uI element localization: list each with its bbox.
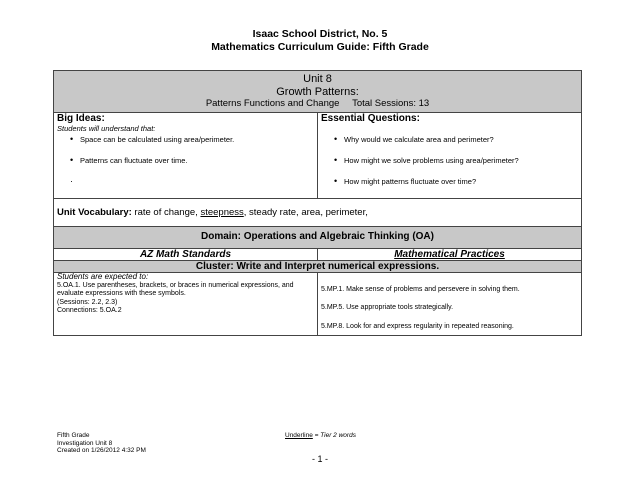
- guide-title: Mathematics Curriculum Guide: Fifth Grade: [211, 41, 429, 53]
- vocabulary-underlined-word: steepness: [200, 207, 244, 218]
- footer-unit: Investigation Unit 8: [57, 439, 113, 447]
- curriculum-table: [53, 70, 582, 336]
- standards-column-header: AZ Math Standards: [54, 249, 318, 260]
- big-idea-item: • Space can be calculated using area/perimeter.: [54, 135, 317, 144]
- practices-column-header: [318, 249, 581, 260]
- essential-question-item: • How might we solve problems using area/perimeter?: [318, 156, 581, 165]
- essential-questions-title: Essential Questions:: [321, 113, 420, 124]
- vocabulary-label: Unit Vocabulary:: [57, 207, 132, 218]
- essential-question-item: • How might patterns fluctuate over time?: [318, 177, 581, 186]
- practice-item: 5.MP.5. Use appropriate tools strategically.: [321, 304, 454, 311]
- practices-cell: [318, 273, 581, 335]
- essential-questions-cell: [318, 113, 581, 198]
- big-idea-item: • Patterns can fluctuate over time.: [54, 156, 317, 165]
- ideas-questions-row: [54, 113, 581, 199]
- footer-legend: [285, 432, 356, 440]
- practice-item: 5.MP.8. Look for and express regularity in repeated reasoning.: [321, 323, 514, 330]
- standards-row: [54, 273, 581, 335]
- unit-title: Growth Patterns:: [276, 85, 359, 98]
- standards-intro: Students are expected to:: [57, 272, 149, 281]
- vocabulary-after: , steady rate, area, perimeter,: [243, 207, 368, 218]
- standard-sessions: (Sessions: 2.2, 2.3): [57, 298, 118, 306]
- footer-grade: Fifth Grade: [57, 432, 90, 439]
- practices-column-header-text: Mathematical Practices: [394, 249, 505, 260]
- district-name: Isaac School District, No. 5: [252, 28, 388, 40]
- total-sessions: Total Sessions: 13: [352, 98, 430, 109]
- standards-cell: [54, 273, 318, 335]
- unit-header: [54, 71, 581, 113]
- page-number: - 1 -: [311, 454, 328, 464]
- standard-connections: Connections: 5.OA.2: [57, 307, 122, 314]
- vocabulary-before: rate of change,: [131, 207, 201, 218]
- unit-subtitle: Patterns Functions and Change: [205, 98, 340, 109]
- legend-text: = Tier 2 words: [312, 432, 356, 439]
- document-header: [0, 28, 640, 54]
- domain-title: Domain: Operations and Algebraic Thinking (OA): [54, 227, 581, 249]
- standards-header-row: [54, 249, 581, 261]
- unit-subtitle-line: [54, 98, 581, 111]
- unit-number: Unit 8: [303, 73, 332, 85]
- footer-created: Created on 1/26/2012 4:32 PM: [57, 447, 146, 454]
- footer-info: [57, 432, 146, 455]
- big-ideas-intro: Students will understand that:: [57, 124, 156, 133]
- unit-vocabulary: [54, 199, 581, 227]
- cluster-title: Cluster: Write and Interpret numerical expressions.: [54, 261, 581, 273]
- standard-text: 5.OA.1. Use parentheses, brackets, or braces in numerical expressions, and evaluate expressions with these symbols.: [57, 281, 294, 297]
- essential-question-item: • Why would we calculate area and perimeter?: [318, 135, 581, 144]
- big-ideas-title: Big Ideas:: [57, 113, 105, 124]
- legend-underline: Underline: [285, 432, 313, 439]
- big-ideas-cell: [54, 113, 318, 198]
- practice-item: 5.MP.1. Make sense of problems and persevere in solving them.: [321, 286, 520, 293]
